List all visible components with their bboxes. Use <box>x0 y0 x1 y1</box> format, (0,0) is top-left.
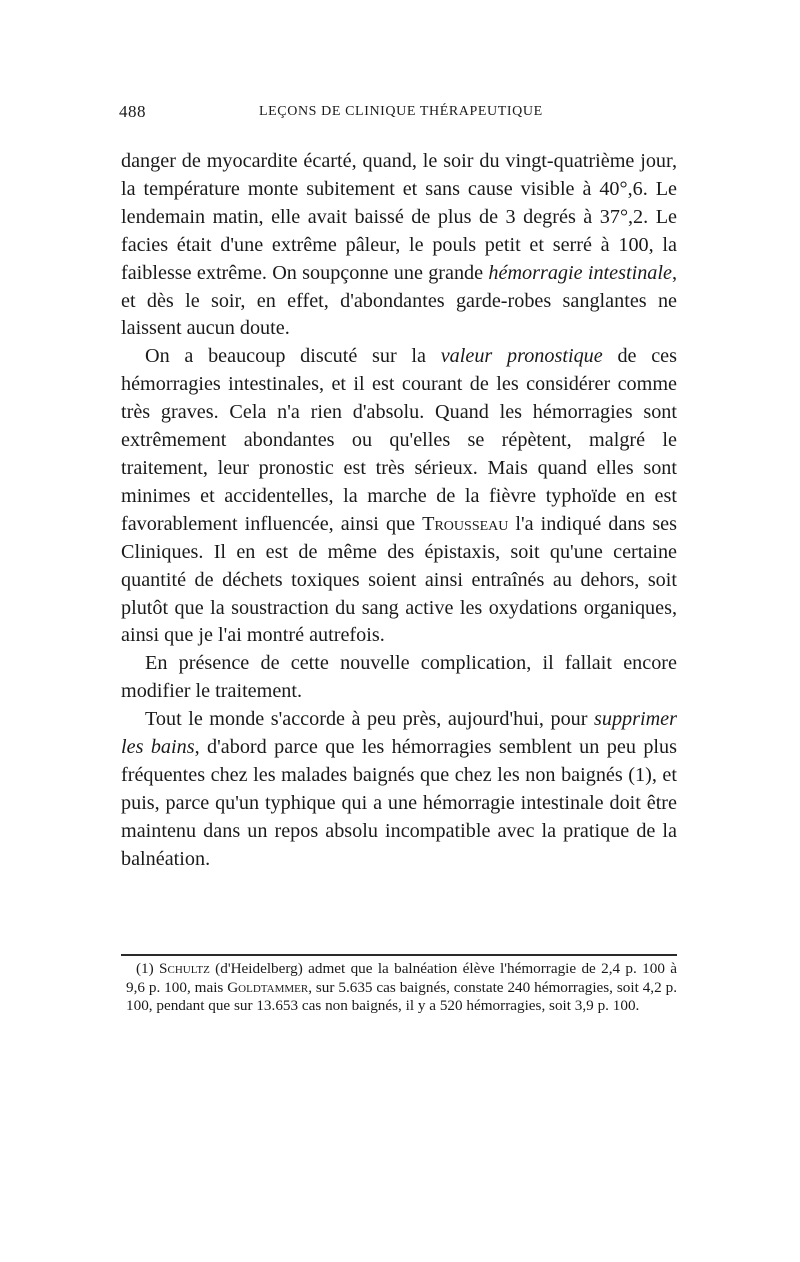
text-run: , sur 5.635 cas baignés, constate 240 hémorragies, soit 4,2 p. 100, pendant que sur 13.653 cas non baignés, il y a 520 hémorragies, soit 3,9 p. 100. <box>126 978 677 1015</box>
small-caps-name: Goldtammer <box>227 978 309 996</box>
footnote-text <box>126 960 677 1016</box>
small-caps-name: Schultz <box>159 960 210 977</box>
body-text <box>121 148 677 874</box>
text-run: , et dès le soir, en effet, d'abondantes garde-robes sanglantes ne laissent aucun doute. <box>121 261 678 340</box>
text-run: l'a indiqué dans ses Cliniques. Il en est de même des épistaxis, soit qu'une certaine quantité de déchets toxiques soient ainsi entraînés au dehors, soit plutôt que la soustraction du sang active les oxydations organiques, ainsi que je l'ai montré autrefois. <box>121 512 677 647</box>
text-run: danger de myocardite écarté, quand, le soir du vingt-quatrième jour, la température monte subitement et sans cause visible à 40°,6. Le lendemain matin, elle avait baissé de plus de 3 degrés à 37°,2. Le facies était d'une extrême pâleur, le pouls petit et serré à 100, la faiblesse extrême. On soupçonne une grande <box>121 150 677 284</box>
page-number: 488 <box>119 102 146 121</box>
paragraph <box>121 148 677 343</box>
paragraph <box>121 650 677 706</box>
footnote <box>126 960 677 1016</box>
running-title: LEÇONS DE CLINIQUE THÉRAPEUTIQUE <box>259 104 543 119</box>
italic-text: supprimer les bains <box>121 708 677 759</box>
text-run: Tout le monde s'accorde à peu près, aujourd'hui, pour <box>145 708 594 731</box>
small-caps-name: Trousseau <box>422 512 509 535</box>
text-run: (d'Heidelberg) admet que la balnéation élève l'hémorragie de 2,4 p. 100 à 9,6 p. 100, mais <box>126 960 677 996</box>
text-run: , d'abord parce que les hémorragies semblent un peu plus fréquentes chez les malades baignés que chez les non baignés (1), et puis, parce qu'un typhique qui a une hémorragie intestinale doit être maintenu dans un repos absolu incompatible avec la pratique de la balnéation. <box>121 736 677 870</box>
text-run: de ces hémorragies intestinales, et il est courant de les considérer comme très graves. Cela n'a rien d'absolu. Quand les hémorragies sont extrêmement abondantes ou qu'elles se répètent, malgré le traitement, leur pronostic est très sérieux. Mais quand elles sont minimes et accidentelles, la marche de la fièvre typhoïde en est favorablement influencée, ainsi que <box>121 345 677 535</box>
italic-text: valeur pronostique <box>440 345 603 368</box>
paragraph <box>121 706 677 873</box>
text-run: On a beaucoup discuté sur la <box>145 345 441 368</box>
paragraph <box>121 343 677 650</box>
footnote-separator <box>121 954 677 956</box>
page-header <box>119 102 679 130</box>
italic-text: hémorragie intestinale <box>488 261 672 284</box>
text-run: (1) <box>136 960 160 977</box>
text-run: En présence de cette nouvelle complication, il fallait encore modifier le traitement. <box>121 652 677 703</box>
